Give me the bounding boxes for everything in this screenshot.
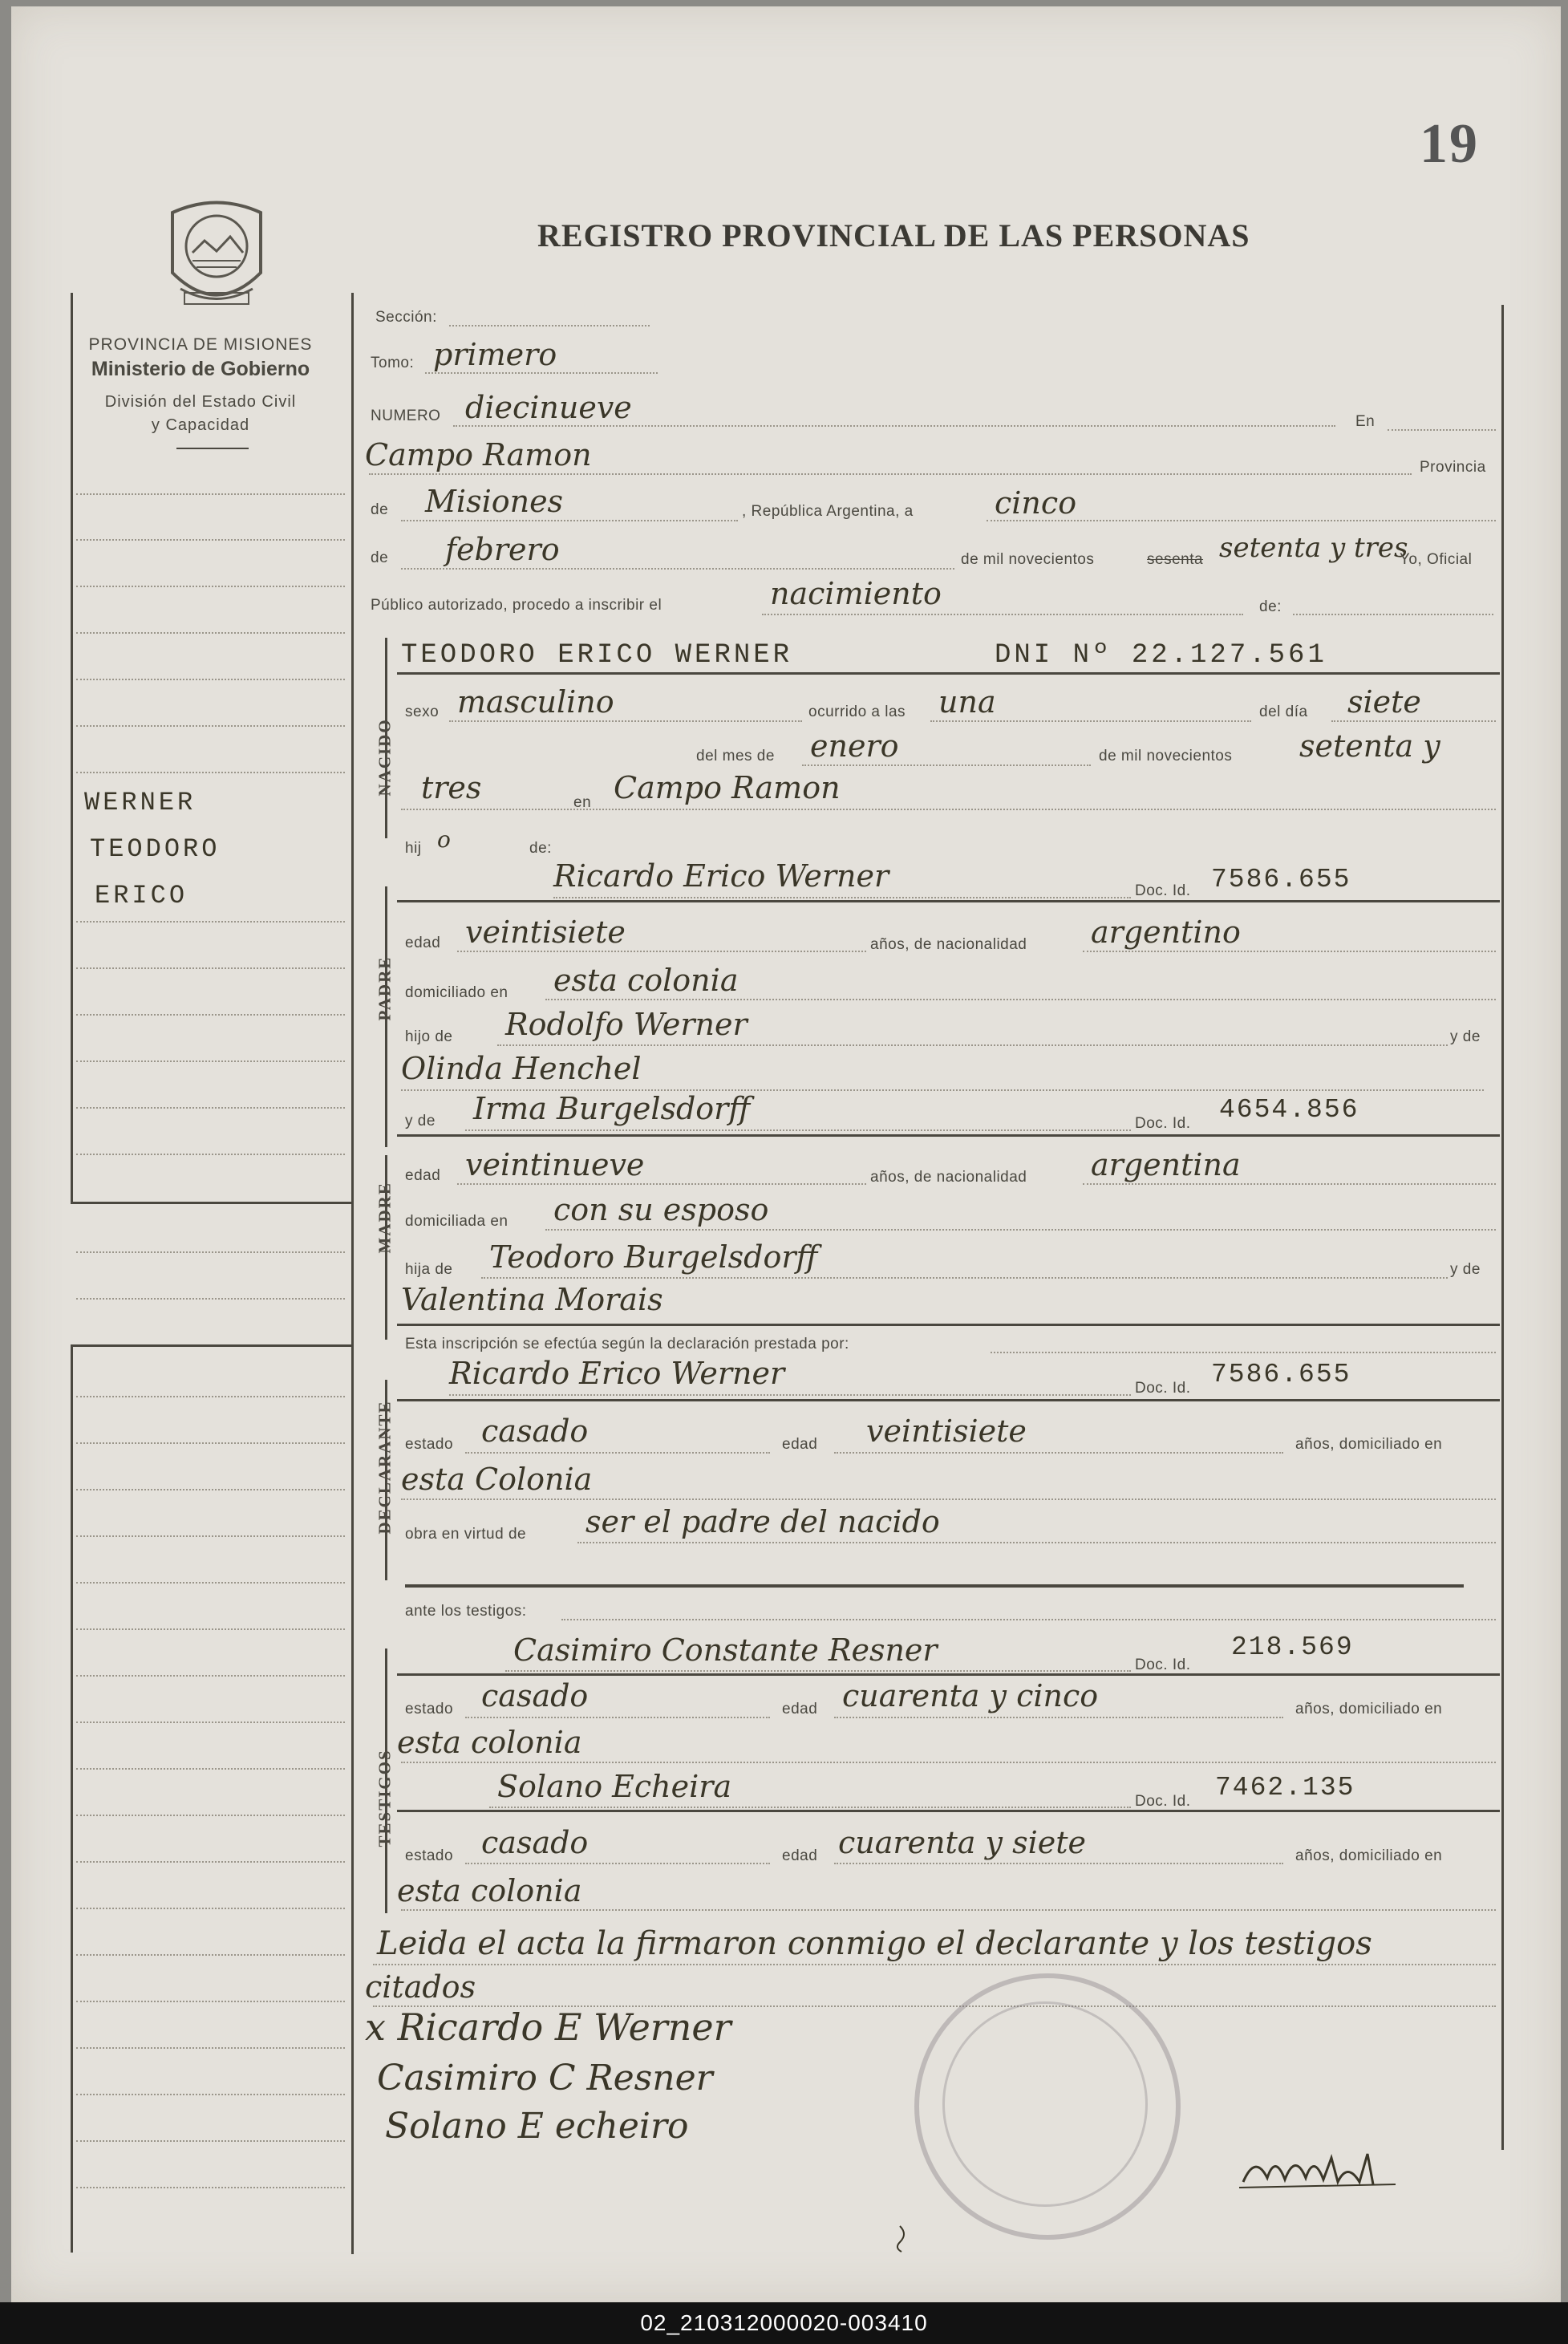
pen-mark (890, 2222, 914, 2258)
declarante-doc-label: Doc. Id. (1135, 1380, 1191, 1397)
division-line-1: División del Estado Civil (104, 393, 297, 411)
anio-value: setenta y tres (1219, 532, 1408, 564)
testigo1-anos-label: años, domiciliado en (1295, 1701, 1443, 1717)
declarante-value: Ricardo Erico Werner (449, 1356, 785, 1391)
anio-nac-value-1: setenta y (1299, 728, 1440, 764)
left-margin-border (71, 1346, 73, 2253)
officer-signature (1235, 2138, 1436, 2202)
testigo2-anos-label: años, domiciliado en (1295, 1847, 1443, 1864)
province-coat-of-arms-icon (156, 197, 277, 325)
mes-nac-value: enero (810, 728, 899, 764)
testigo2-value: Solano Echeira (497, 1769, 732, 1804)
main-border-right (1501, 305, 1504, 2150)
madre-hija-label: hija de (405, 1261, 453, 1278)
esta-inscripcion-label: Esta inscripción se efectúa según la declaración prestada por: (405, 1336, 849, 1352)
declarante-edad-label: edad (782, 1436, 818, 1453)
dia-nac-value: siete (1347, 684, 1421, 720)
margin-note-middle: ERICO (95, 881, 188, 910)
hij-label: hij (405, 840, 422, 857)
section-divider (397, 1399, 1500, 1401)
section-declarante-label: DECLARANTE (375, 1400, 395, 1535)
dia-value: cinco (995, 485, 1077, 521)
name-underline (397, 672, 1500, 675)
declarante-edad-value: veintisiete (866, 1413, 1027, 1449)
padre-doc-label: Doc. Id. (1135, 882, 1191, 899)
testigo2-doc-label: Doc. Id. (1135, 1793, 1191, 1810)
madre-y-de-label: y de (405, 1113, 436, 1129)
del-dia-label: del día (1259, 704, 1308, 720)
madre-dom-value: con su esposo (553, 1192, 769, 1227)
page-number: 19 (1420, 113, 1479, 175)
left-margin-border (71, 1344, 351, 1347)
hora-value: una (938, 684, 996, 720)
madre-dom-label: domiciliada en (405, 1213, 508, 1230)
madre-value: Irma Burgelsdorff (473, 1091, 751, 1126)
republica-label: , República Argentina, a (742, 503, 914, 520)
testigo2-edad-label: edad (782, 1847, 818, 1864)
dni-value: DNI Nº 22.127.561 (995, 640, 1327, 671)
firma-testigo2: Solano E echeiro (385, 2106, 689, 2147)
tomo-label: Tomo: (371, 355, 415, 371)
main-border (351, 293, 354, 2254)
section-divider (397, 1134, 1500, 1137)
section-padre-label: PADRE (375, 955, 395, 1021)
sesenta-struck-label: sesenta (1147, 551, 1204, 568)
madre-anos-label: años, de nacionalidad (870, 1169, 1027, 1186)
firma-declarante: x Ricardo E Werner (365, 2005, 731, 2049)
madre-y-de-label-2: y de (1450, 1261, 1481, 1278)
padre-anos-label: años, de nacionalidad (870, 936, 1027, 953)
testigo2-doc-value: 7462.135 (1215, 1773, 1355, 1803)
section-divider (397, 1673, 1500, 1676)
section-divider (397, 1324, 1500, 1326)
left-margin-border (71, 293, 73, 1203)
testigo2-estado-label: estado (405, 1847, 454, 1864)
de-colon-label-2: de: (529, 840, 552, 857)
margin-note-surname: WERNER (84, 788, 197, 817)
declarante-dom-value: esta Colonia (401, 1462, 593, 1497)
padre-madre-value: Olinda Henchel (401, 1051, 642, 1086)
ante-testigos-label: ante los testigos: (405, 1603, 527, 1620)
testigo2-dom-value: esta colonia (397, 1873, 582, 1908)
padre-value: Ricardo Erico Werner (553, 858, 889, 894)
acto-value: nacimiento (770, 576, 942, 611)
firma-testigo1: Casimiro C Resner (377, 2058, 713, 2099)
ocurrido-label: ocurrido a las (808, 704, 906, 720)
provincia-label: Provincia (1420, 459, 1486, 476)
mil-novecientos-label: de mil novecientos (961, 551, 1095, 568)
numero-label: NUMERO (371, 408, 441, 424)
lugar-nac-value: Campo Ramon (614, 770, 841, 805)
left-margin-border (71, 1202, 351, 1204)
declarante-doc-value: 7586.655 (1211, 1360, 1351, 1389)
testigo1-value: Casimiro Constante Resner (513, 1632, 938, 1668)
section-divider (405, 1584, 1464, 1588)
page-title: REGISTRO PROVINCIAL DE LAS PERSONAS (537, 217, 1250, 253)
de-label: de (371, 501, 389, 518)
testigo1-edad-value: cuarenta y cinco (842, 1678, 1099, 1713)
del-mes-label: del mes de (696, 748, 775, 764)
en-label-2: en (573, 794, 592, 811)
testigo2-edad-value: cuarenta y siete (838, 1825, 1086, 1860)
provincia-value: Misiones (425, 484, 564, 519)
sexo-label: sexo (405, 704, 440, 720)
section-madre-label: MADRE (375, 1182, 395, 1254)
division-line-2: y Capacidad (151, 416, 250, 434)
madre-edad-value: veintinueve (465, 1147, 645, 1182)
province-name: PROVINCIA DE MISIONES (88, 335, 313, 354)
mes-value: febrero (445, 532, 560, 567)
anio-nac-value-2: tres (421, 770, 482, 805)
padre-dom-label: domiciliado en (405, 984, 508, 1001)
padre-dom-value: esta colonia (553, 963, 739, 998)
de-label-2: de (371, 550, 389, 566)
margin-note-name: TEODORO (90, 834, 221, 864)
testigo2-estado-value: casado (481, 1825, 589, 1860)
madre-nac-value: argentina (1091, 1147, 1241, 1182)
cierre-line-1: Leida el acta la firmaron conmigo el declarante y los testigos (377, 1925, 1372, 1962)
testigo1-doc-label: Doc. Id. (1135, 1657, 1191, 1673)
nombre-value: TEODORO ERICO WERNER (401, 640, 793, 671)
padre-hijo-label: hijo de (405, 1028, 453, 1045)
testigo1-edad-label: edad (782, 1701, 818, 1717)
declarante-estado-value: casado (481, 1413, 589, 1449)
lugar-value: Campo Ramon (365, 437, 592, 472)
madre-doc-label: Doc. Id. (1135, 1115, 1191, 1132)
image-caption: 02_210312000020-003410 (0, 2302, 1568, 2344)
section-nacido-label: NACIDO (375, 718, 395, 797)
obra-label: obra en virtud de (405, 1526, 527, 1543)
mil-novecientos-label-2: de mil novecientos (1099, 748, 1233, 764)
padre-nac-value: argentino (1091, 914, 1241, 950)
ministry-name: Ministerio de Gobierno (91, 358, 310, 380)
madre-padre-value: Teodoro Burgelsdorff (489, 1239, 818, 1275)
hij-suffix-value: o (437, 826, 451, 853)
de-colon-label: de: (1259, 598, 1282, 615)
section-divider (397, 900, 1500, 902)
padre-edad-value: veintisiete (465, 914, 626, 950)
padre-doc-value: 7586.655 (1211, 865, 1351, 894)
official-seal-inner (942, 2001, 1148, 2207)
declarante-anos-label: años, domiciliado en (1295, 1436, 1443, 1453)
yo-oficial-label: Yo, Oficial (1400, 551, 1473, 568)
madre-madre-value: Valentina Morais (401, 1282, 663, 1317)
publico-label: Público autorizado, procedo a inscribir el (371, 597, 662, 614)
madre-edad-label: edad (405, 1167, 441, 1184)
en-label: En (1355, 413, 1376, 430)
cierre-line-2: citados (365, 1969, 476, 2005)
sexo-value: masculino (457, 684, 614, 720)
obra-value: ser el padre del nacido (585, 1504, 940, 1539)
padre-edad-label: edad (405, 935, 441, 951)
padre-y-de-label: y de (1450, 1028, 1481, 1045)
section-testigos-label: TESTIGOS (375, 1749, 395, 1847)
numero-value: diecinueve (465, 390, 632, 425)
tomo-value: primero (433, 337, 557, 372)
testigo1-estado-value: casado (481, 1678, 589, 1713)
testigo1-dom-value: esta colonia (397, 1725, 582, 1760)
divider (176, 448, 249, 449)
officer-stamp-text (1227, 2190, 1233, 2212)
declarante-estado-label: estado (405, 1436, 454, 1453)
padre-padre-value: Rodolfo Werner (505, 1007, 748, 1042)
section-divider (397, 1810, 1500, 1812)
madre-doc-value: 4654.856 (1219, 1095, 1359, 1125)
testigo1-estado-label: estado (405, 1701, 454, 1717)
testigo1-doc-value: 218.569 (1231, 1632, 1354, 1662)
seccion-label: Sección: (375, 309, 437, 326)
